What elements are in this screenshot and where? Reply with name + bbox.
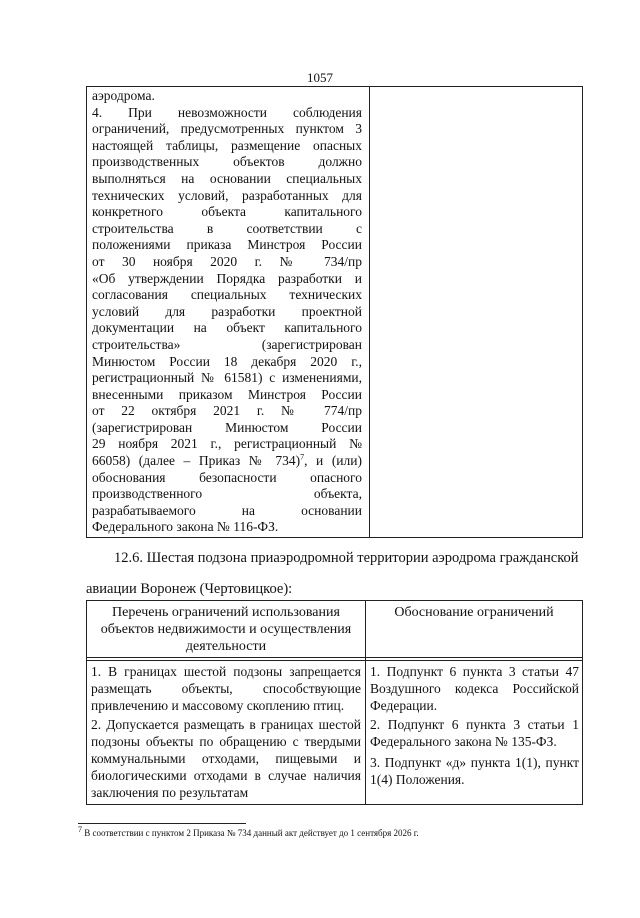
row2-justification-a: 2. Подпункт 6 пункта 3 статьи 1 Федерального закона № 135-ФЗ. bbox=[370, 717, 579, 749]
text-line: от 30 ноября 2020 г. № 734/пр bbox=[92, 253, 362, 269]
text-line: выполняться на основании специальных bbox=[92, 170, 362, 186]
text-line: аэродрома. bbox=[92, 88, 155, 103]
text-line: ограничений, предусмотренных пунктом 3 bbox=[92, 121, 362, 137]
header-divider-double bbox=[87, 660, 582, 661]
text-line: строительства» (зарегистрирован bbox=[92, 336, 362, 352]
continued-table bbox=[86, 86, 583, 538]
continued-cell-text bbox=[92, 88, 362, 536]
header-restrictions: Перечень ограничений использования объектов недвижимости и осуществления деятельности bbox=[100, 605, 352, 654]
footnote bbox=[78, 825, 598, 839]
restrictions-table bbox=[86, 600, 583, 805]
text-line: регистрационный № 61581) с изменениями, bbox=[92, 370, 362, 386]
text-line: обоснования безопасности опасного bbox=[92, 469, 362, 485]
text-line: согласования специальных технических bbox=[92, 287, 362, 303]
text-line: 29 ноября 2021 г., регистрационный № bbox=[92, 436, 362, 452]
text-line: от 22 октября 2021 г. № 774/пр bbox=[92, 403, 362, 419]
text-line-with-footnote bbox=[92, 453, 362, 470]
text-line: производственных объектов должно bbox=[92, 154, 362, 170]
page-number: 1057 bbox=[307, 70, 333, 85]
column-divider bbox=[365, 601, 366, 804]
row2-justification-b: 3. Подпункт «д» пункта 1(1), пункт 1(4) Положения. bbox=[370, 755, 579, 787]
header-justification: Обоснование ограничений bbox=[394, 605, 554, 620]
text-line: «Об утверждении Порядка разработки и bbox=[92, 270, 362, 286]
text-line: 4. При невозможности соблюдения bbox=[92, 104, 362, 120]
text-line: внесенными приказом Минстроя России bbox=[92, 386, 362, 402]
section-heading-line-1: 12.6. Шестая подзона приаэродромной территории аэродрома гражданской bbox=[114, 550, 579, 566]
text-line: положениями приказа Минстроя России bbox=[92, 237, 362, 253]
column-divider bbox=[369, 87, 370, 537]
row1-justification: 1. Подпункт 6 пункта 3 статьи 47 Воздушного кодекса Российской Федерации. bbox=[370, 664, 579, 713]
text-line: Федерального закона № 116-ФЗ. bbox=[92, 519, 279, 535]
footnote-number: 7 bbox=[78, 825, 82, 834]
footnote-text: В соответствии с пунктом 2 Приказа № 734 данный акт действует до 1 сентября 2026 г. bbox=[82, 828, 419, 838]
text-line: строительства в соответствии с bbox=[92, 220, 362, 236]
text-line: Минюстом России 18 декабря 2020 г., bbox=[92, 353, 362, 369]
row2-restriction: 2. Допускается размещать в границах шестой подзоны объекты по обращению с твердыми коммунальными отходами, пищевыми и биологическими отходами в случае наличия заключения по результатам bbox=[91, 717, 361, 800]
section-heading-line-2: авиации Воронеж (Чертовицкое): bbox=[86, 581, 293, 597]
text-line: условий для разработки проектной bbox=[92, 303, 362, 319]
header-divider bbox=[87, 657, 582, 658]
text-line: документации на объект капитального bbox=[92, 320, 362, 336]
text-fragment: , и (или) bbox=[304, 453, 362, 469]
text-line: технических условий, разработанных для bbox=[92, 187, 362, 203]
text-line: производственного объекта, bbox=[92, 486, 362, 502]
row1-restriction: 1. В границах шестой подзоны запрещается размещать объекты, способствующие привлечению и массовому скоплению птиц. bbox=[91, 664, 361, 713]
text-line: разрабатываемого на основании bbox=[92, 502, 362, 518]
text-line: (зарегистрирован Минюстом России bbox=[92, 419, 362, 435]
footnote-reference[interactable]: 7 bbox=[300, 452, 305, 462]
text-line: настоящей таблицы, размещение опасных bbox=[92, 137, 362, 153]
text-line: конкретного объекта капитального bbox=[92, 204, 362, 220]
text-fragment: 66058) (далее – Приказ № 734) bbox=[92, 453, 301, 469]
footnote-separator bbox=[78, 823, 246, 824]
